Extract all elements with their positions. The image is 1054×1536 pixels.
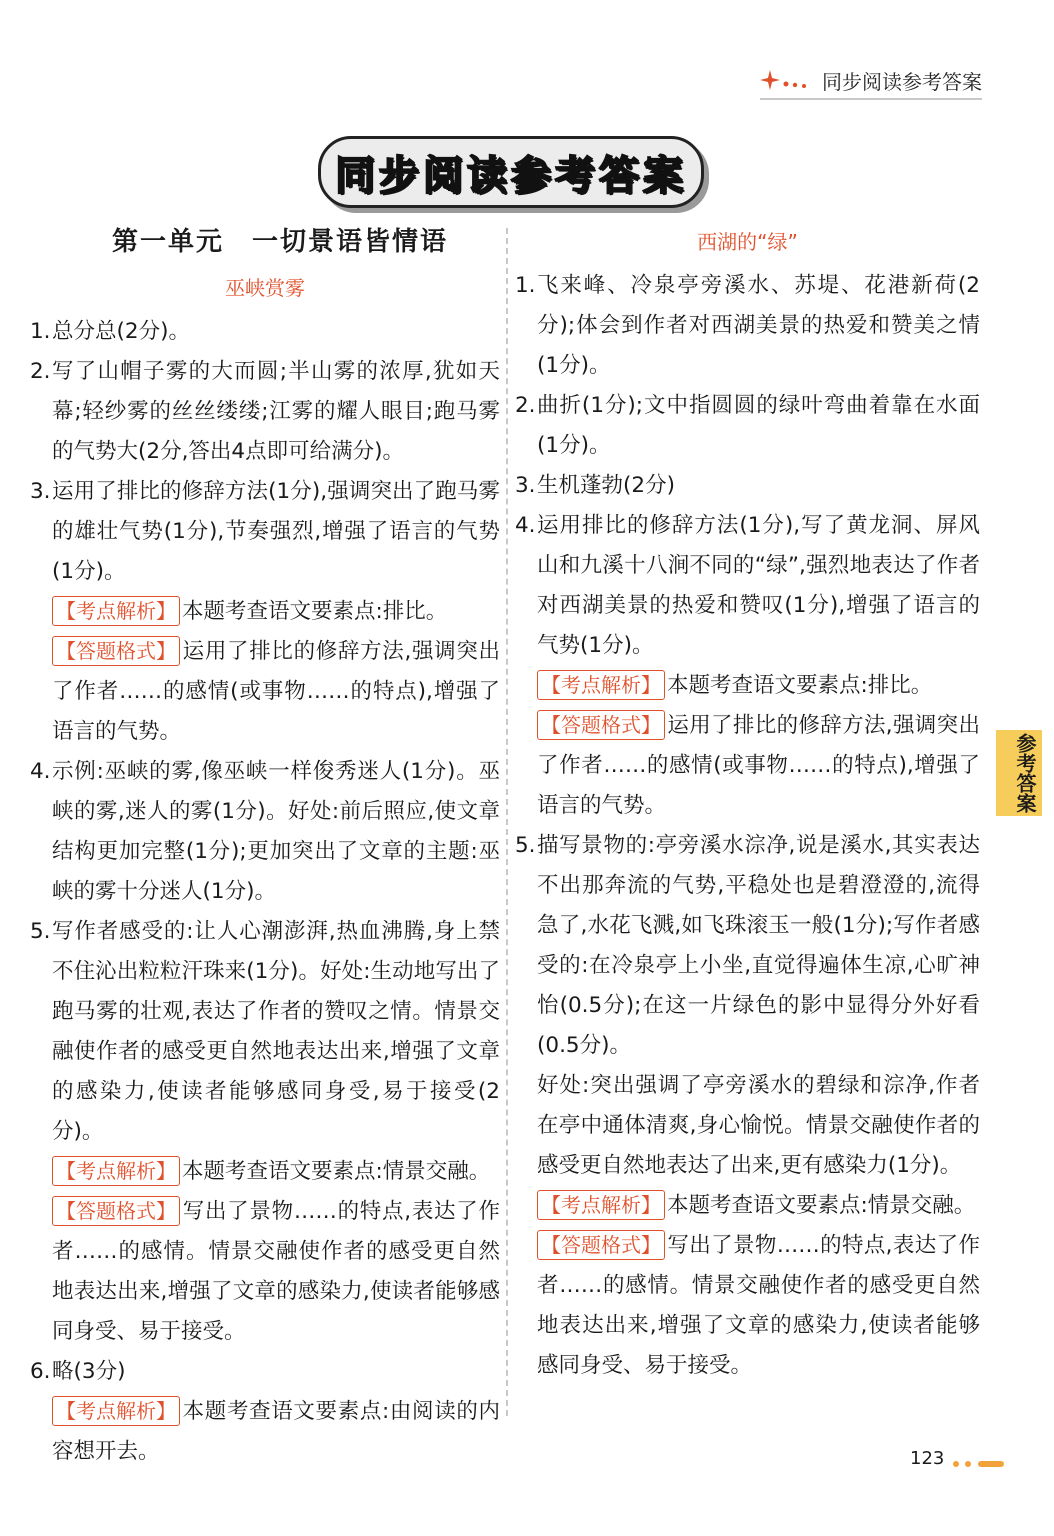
answer-number: 6. (30, 1359, 51, 1384)
benefit-text: 好处:突出强调了亭旁溪水的碧绿和淙净,作者在亭中通体清爽,身心愉悦。情景交融使作者的感受更自然地表达了出来,更有感染力(1分)。 (537, 1073, 980, 1178)
answer-number: 3. (515, 473, 536, 498)
answer-text: 总分总(2分)。 (52, 319, 190, 344)
answer-text: 运用排比的修辞方法(1分),写了黄龙洞、屏风山和九溪十八涧不同的“绿”,强烈地表达了作者对西湖美景的热爱和赞叹(1分),增强了语言的气势(1分)。 (537, 513, 980, 658)
analysis-note (30, 1152, 500, 1192)
analysis-tag: 【考点解析】 (52, 596, 180, 626)
page-title: 同步阅读参考答案 (335, 152, 687, 199)
page-number: 123 (910, 1448, 945, 1469)
section-title: 西湖的“绿” (697, 230, 798, 254)
sparkle-icon (760, 68, 810, 92)
analysis-note (30, 1392, 500, 1472)
answer-item (30, 1352, 500, 1392)
analysis-text: 本题考查语文要素点:情景交融。 (667, 1193, 976, 1218)
analysis-text: 本题考查语文要素点:由阅读的内容想开去。 (52, 1399, 500, 1464)
format-tag: 【答题格式】 (52, 636, 180, 666)
answer-text: 飞来峰、冷泉亭旁溪水、苏堤、花港新荷(2分);体会到作者对西湖美景的热爱和赞美之情(1分)。 (537, 273, 980, 378)
answer-item (515, 466, 980, 506)
format-tag: 【答题格式】 (537, 710, 665, 740)
format-text: 写出了景物……的特点,表达了作者……的感情。情景交融使作者的感受更自然地表达出来,增强了文章的感染力,使读者能够感同身受、易于接受。 (52, 1199, 500, 1344)
analysis-text: 本题考查语文要素点:情景交融。 (182, 1159, 491, 1184)
answer-text: 写了山帽子雾的大而圆;半山雾的浓厚,犹如天幕;轻纱雾的丝丝缕缕;江雾的耀人眼目;跑马雾的气势大(2分,答出4点即可给满分)。 (52, 359, 500, 464)
answer-number: 4. (30, 759, 51, 784)
analysis-tag: 【考点解析】 (537, 670, 665, 700)
answer-item (515, 506, 980, 666)
section-title: 巫峡赏雾 (225, 276, 305, 300)
format-text: 运用了排比的修辞方法,强调突出了作者……的感情(或事物……的特点),增强了语言的气势。 (537, 713, 980, 818)
answer-text: 描写景物的:亭旁溪水淙净,说是溪水,其实表达不出那奔流的气势,平稳处也是碧澄澄的,流得急了,水花飞溅,如飞珠滚玉一般(1分);写作者感受的:在冷泉亭上小坐,直觉得遍体生凉,心旷神怡(0.5分);在这一片绿色的影中显得分外好看(0.5分)。 (537, 833, 980, 1058)
answer-text: 略(3分) (52, 1359, 126, 1384)
answer-item (515, 826, 980, 1066)
format-text: 写出了景物……的特点,表达了作者……的感情。情景交融使作者的感受更自然地表达出来,增强了文章的感染力,使读者能够感同身受、易于接受。 (537, 1233, 980, 1378)
title-banner (318, 136, 704, 208)
answer-text: 示例:巫峡的雾,像巫峡一样俊秀迷人(1分)。巫峡的雾,迷人的雾(1分)。好处:前后照应,使文章结构更加完整(1分);更加突出了文章的主题:巫峡的雾十分迷人(1分)。 (52, 759, 500, 904)
right-column (515, 222, 980, 1386)
format-note (515, 1226, 980, 1386)
format-tag: 【答题格式】 (537, 1230, 665, 1260)
format-note (30, 632, 500, 752)
answer-text: 生机蓬勃(2分) (537, 473, 675, 498)
answer-item (30, 912, 500, 1152)
answer-item (30, 352, 500, 472)
left-column (30, 222, 500, 1472)
answer-number: 1. (30, 319, 51, 344)
answer-number: 4. (515, 513, 536, 538)
analysis-note (515, 1186, 980, 1226)
answer-text: 运用了排比的修辞方法(1分),强调突出了跑马雾的雄壮气势(1分),节奏强烈,增强了语言的气势(1分)。 (52, 479, 500, 584)
analysis-text: 本题考查语文要素点:排比。 (667, 673, 933, 698)
answer-item (30, 472, 500, 592)
column-divider (506, 228, 508, 1416)
answer-number: 2. (30, 359, 51, 384)
format-note (515, 706, 980, 826)
analysis-note (30, 592, 500, 632)
answer-number: 5. (515, 833, 536, 858)
answer-number: 3. (30, 479, 51, 504)
answer-item (30, 312, 500, 352)
footer-dots-icon (948, 1450, 1008, 1474)
analysis-text: 本题考查语文要素点:排比。 (182, 599, 448, 624)
answer-text: 写作者感受的:让人心潮澎湃,热血沸腾,身上禁不住沁出粒粒汗珠来(1分)。好处:生动地写出了跑马雾的壮观,表达了作者的赞叹之情。情景交融使作者的感受更自然地表达出来,增强了文章的感染力,使读者能够感同身受,易于接受(2分)。 (52, 919, 500, 1144)
analysis-tag: 【考点解析】 (537, 1190, 665, 1220)
answer-number: 1. (515, 273, 536, 298)
side-tab: 参考答案 (996, 730, 1042, 816)
answer-text: 曲折(1分);文中指圆圆的绿叶弯曲着靠在水面(1分)。 (537, 393, 980, 458)
analysis-tag: 【考点解析】 (52, 1396, 180, 1426)
answer-number: 5. (30, 919, 51, 944)
header-rule (760, 98, 982, 100)
format-note (30, 1192, 500, 1352)
analysis-tag: 【考点解析】 (52, 1156, 180, 1186)
format-text: 运用了排比的修辞方法,强调突出了作者……的感情(或事物……的特点),增强了语言的气势。 (52, 639, 500, 744)
format-tag: 【答题格式】 (52, 1196, 180, 1226)
answer-item (515, 266, 980, 386)
answer-item (515, 386, 980, 466)
running-head: 同步阅读参考答案 (822, 70, 982, 94)
answer-item (30, 752, 500, 912)
answer-number: 2. (515, 393, 536, 418)
analysis-note (515, 666, 980, 706)
unit-heading: 第一单元 一切景语皆情语 (111, 227, 448, 257)
